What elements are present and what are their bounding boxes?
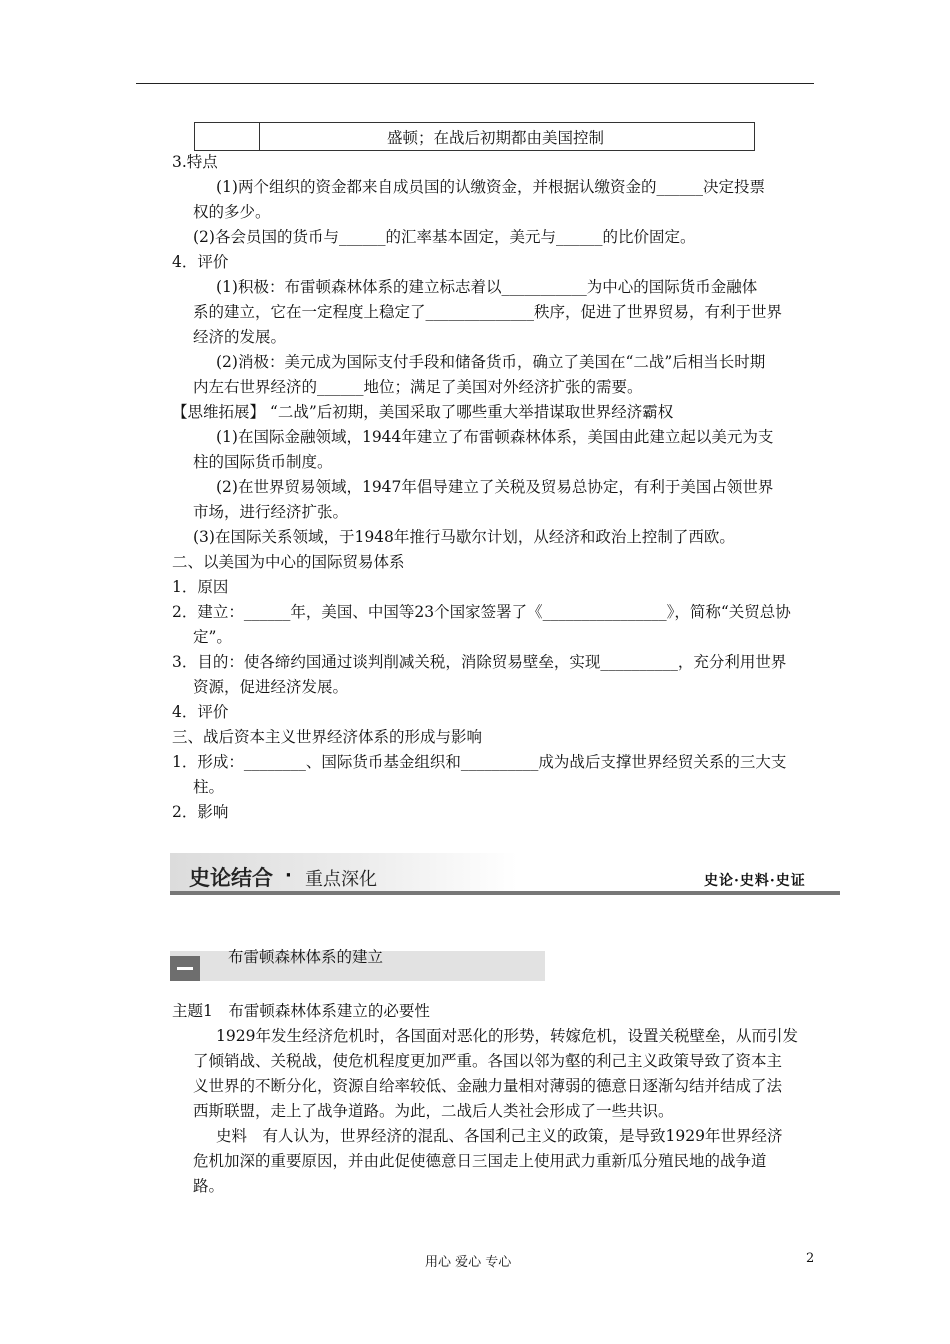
- text-line: 柱的国际货币制度。: [193, 453, 333, 471]
- text-line: (1)积极：布雷顿森林体系的建立标志着以___________为中心的国际货币金融体: [216, 278, 758, 296]
- text-line: 4．评价: [172, 703, 229, 721]
- text-line: (3)在国际关系领域，于1948年推行马歇尔计划，从经济和政治上控制了西欧。: [193, 528, 735, 546]
- table-cell-text: 盛顿；在战后初期都由美国控制: [387, 129, 605, 147]
- banner-title: 史论结合: [189, 866, 273, 890]
- text-line: 三、战后资本主义世界经济体系的形成与影响: [172, 728, 483, 746]
- text-line: (2)各会员国的货币与______的汇率基本固定，美元与______的比价固定。: [193, 228, 696, 246]
- text-line: 史料 有人认为，世界经济的混乱、各国利己主义的政策，是导致1929年世界经济: [216, 1127, 783, 1145]
- text-line: 西斯联盟，走上了战争道路。为此，二战后人类社会形成了一些共识。: [193, 1102, 674, 1120]
- header-rule: [136, 83, 814, 84]
- text-line: 义世界的不断分化，资源自给率较低、金融力量相对薄弱的德意日逐渐勾结并结成了法: [193, 1077, 783, 1095]
- text-line: 【思维拓展】 “二战”后初期，美国采取了哪些重大举措谋取世界经济霸权: [172, 403, 674, 421]
- text-line: 二、以美国为中心的国际贸易体系: [172, 553, 405, 571]
- banner-right-caption: 史论·史料·史证: [704, 873, 806, 889]
- text-line: 危机加深的重要原因，并由此促使德意日三国走上使用武力重新瓜分殖民地的战争道: [193, 1152, 767, 1170]
- text-line: 系的建立，它在一定程度上稳定了______________秩序，促进了世界贸易，有利于世界: [193, 303, 783, 321]
- text-line: 了倾销战、关税战，使危机程度更加严重。各国以邻为壑的利己主义政策导致了资本主: [193, 1052, 783, 1070]
- text-line: 1．原因: [172, 578, 229, 596]
- text-line: 1929年发生经济危机时，各国面对恶化的形势，转嫁危机，设置关税壁垒，从而引发: [216, 1027, 798, 1045]
- text-line: 2．建立：______年，美国、中国等23个国家签署了《________________》，简称“关贸总协: [172, 603, 791, 621]
- text-line: 权的多少。: [193, 203, 271, 221]
- table-fragment: [194, 122, 755, 151]
- text-line: 内左右世界经济的______地位；满足了美国对外经济扩张的需要。: [193, 378, 643, 396]
- text-line: 1．形成：________、国际货币基金组织和__________成为战后支撑世界经贸关系的三大支: [172, 753, 787, 771]
- text-line: 路。: [193, 1177, 225, 1195]
- text-line: (2)在世界贸易领域，1947年倡导建立了关税及贸易总协定，有利于美国占领世界: [216, 478, 774, 496]
- section-title: 布雷顿森林体系的建立: [228, 948, 384, 966]
- text-line: 定”。: [193, 628, 232, 646]
- table-cell-divider: [259, 123, 260, 150]
- page-number: 2: [806, 1251, 815, 1266]
- text-line: 4．评价: [172, 253, 229, 271]
- text-line: 资源，促进经济发展。: [193, 678, 349, 696]
- text-line: 主题1 布雷顿森林体系建立的必要性: [172, 1002, 430, 1020]
- banner-dot: ·: [285, 865, 292, 886]
- text-line: (1)两个组织的资金都来自成员国的认缴资金，并根据认缴资金的______决定投票: [216, 178, 765, 196]
- page-footer: 用心 爱心 专心: [425, 1255, 512, 1270]
- text-line: 经济的发展。: [193, 328, 287, 346]
- text-line: 3.特点: [172, 153, 218, 171]
- banner-subtitle: 重点深化: [305, 869, 377, 890]
- section-number-glyph: [177, 967, 193, 970]
- text-line: 2．影响: [172, 803, 229, 821]
- text-line: (1)在国际金融领域，1944年建立了布雷顿森林体系，美国由此建立起以美元为支: [216, 428, 774, 446]
- text-line: (2)消极：美元成为国际支付手段和储备货币，确立了美国在“二战”后相当长时期: [216, 353, 766, 371]
- text-line: 市场，进行经济扩张。: [193, 503, 349, 521]
- text-line: 3．目的：使各缔约国通过谈判削减关税，消除贸易壁垒，实现__________，充分利用世界: [172, 653, 787, 671]
- text-line: 柱。: [193, 778, 225, 796]
